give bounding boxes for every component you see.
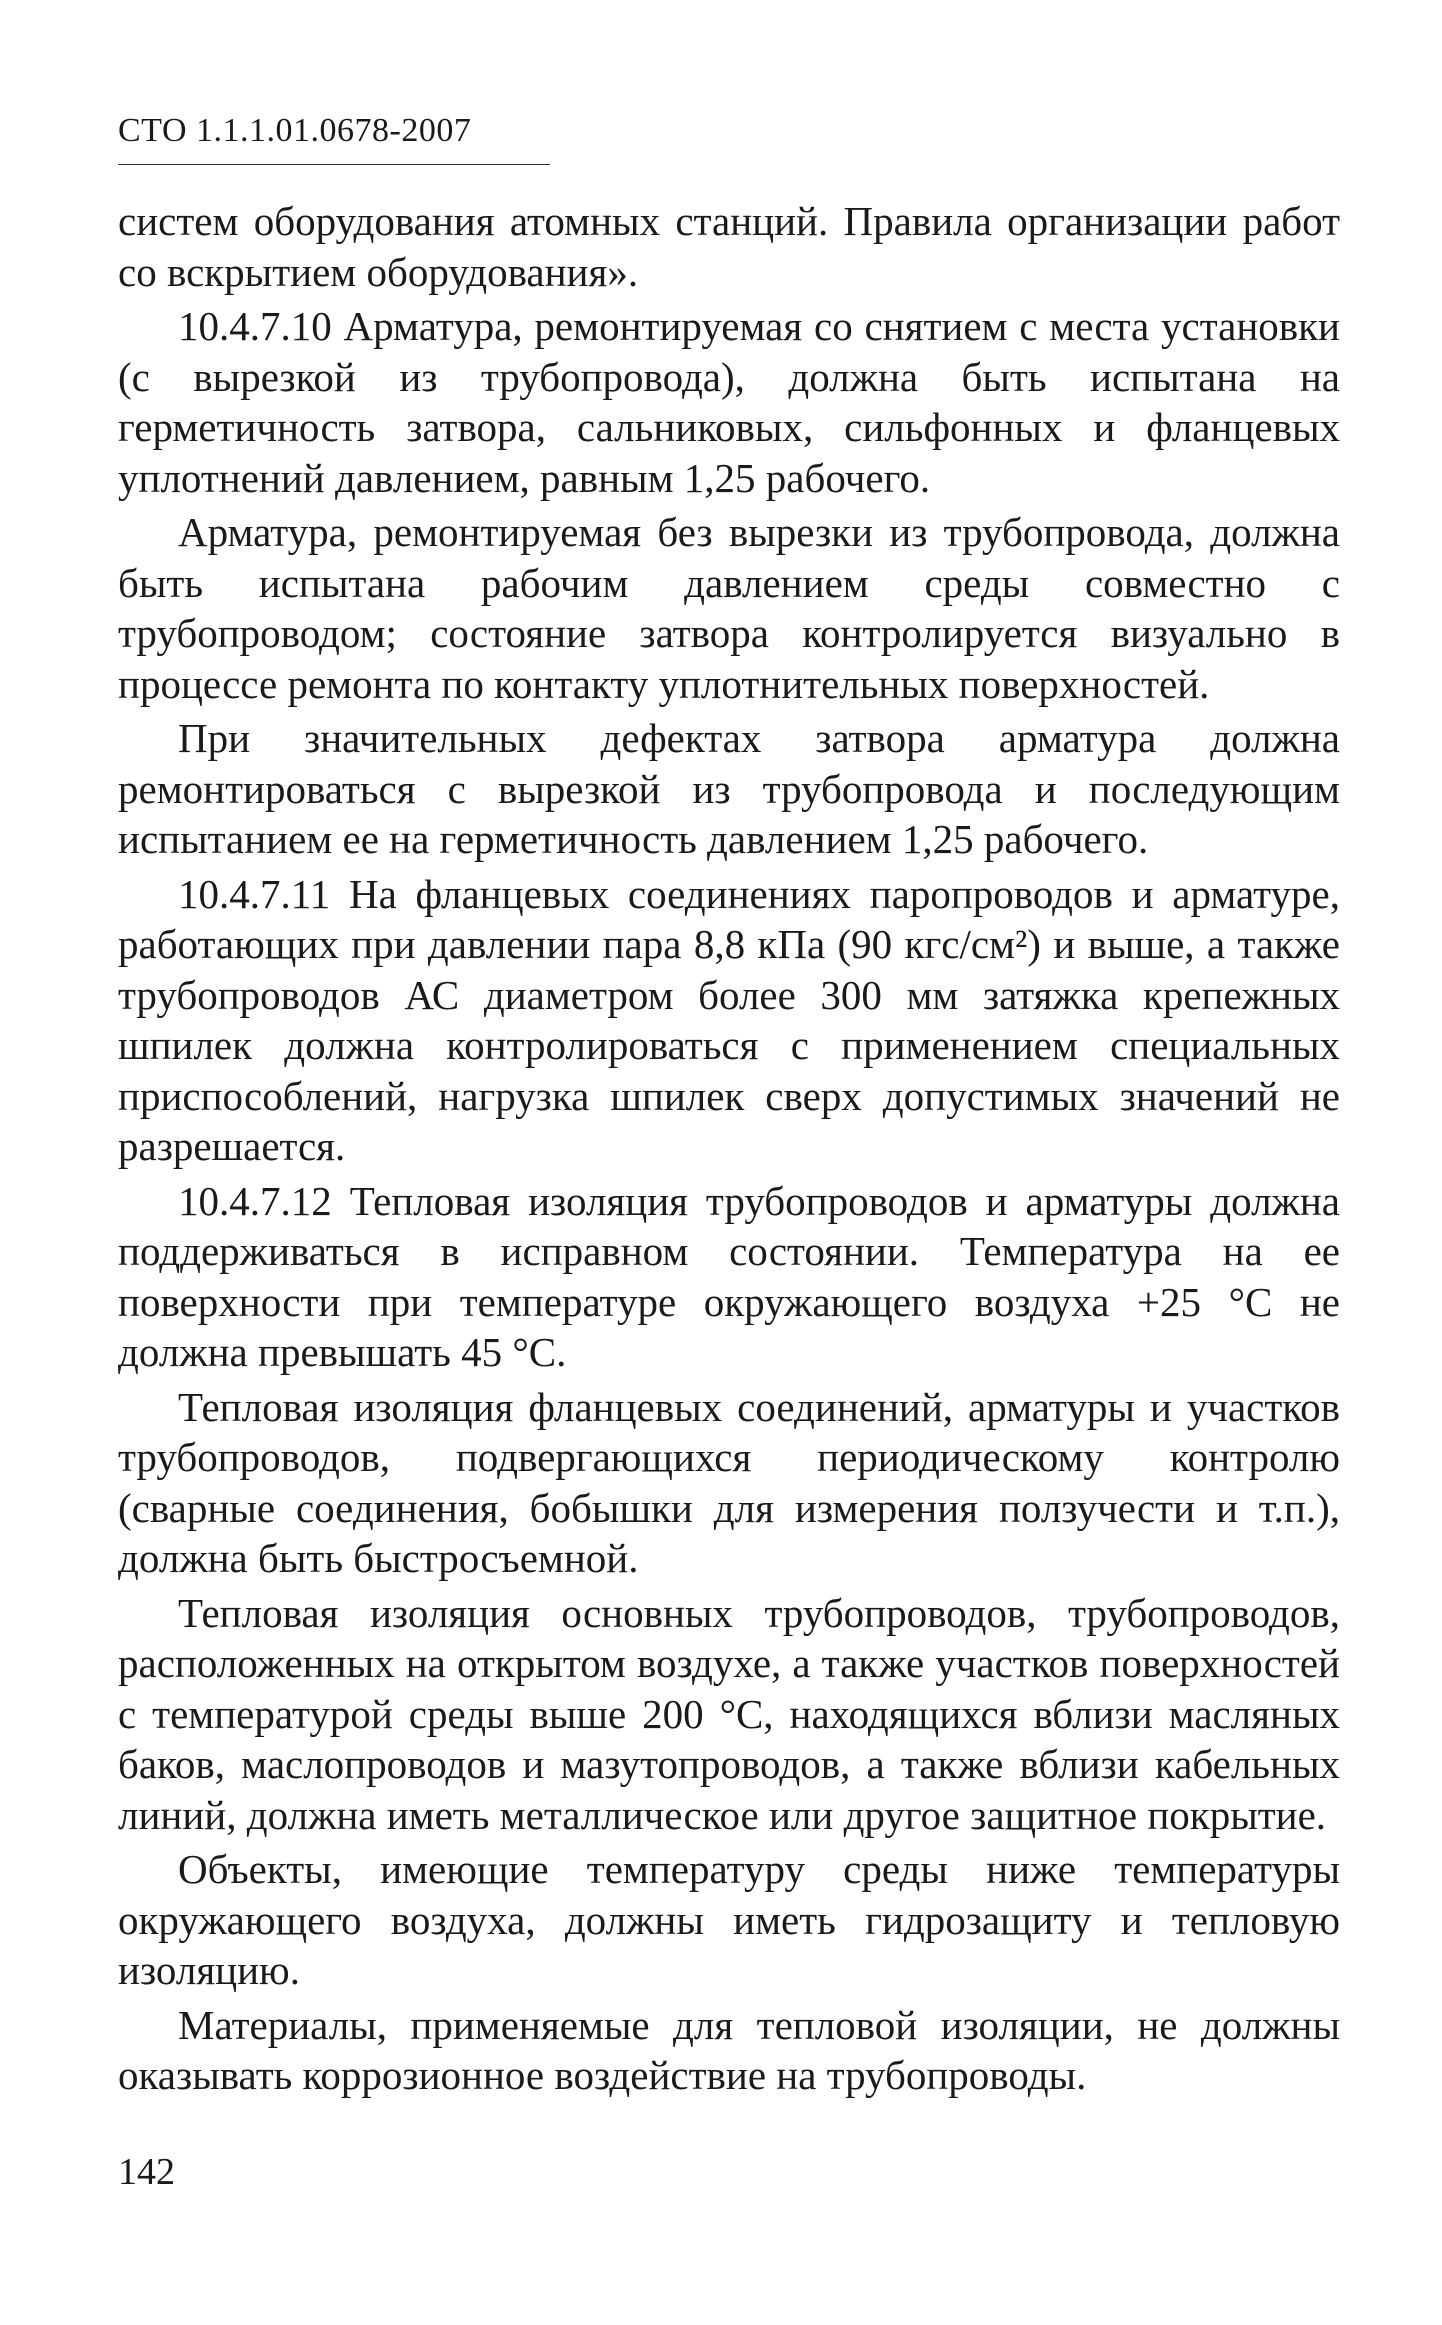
paragraph: При значительных дефектах затвора арматура должна ремонтироваться с вырезкой из трубопровода и последующим испытанием ее на герметичность давлением 1,25 рабочего.: [118, 715, 1340, 862]
paragraph: Тепловая изоляция фланцевых соединений, арматуры и участков трубопроводов, подвергающихся периодическому контролю (сварные соединения, бобышки для измерения ползучести и т.п.), должна быть быстросъемной.: [118, 1383, 1340, 1581]
paragraph-10-4-7-12: 10.4.7.12 Тепловая изоляция трубопроводов и арматуры должна поддерживаться в исправном состоянии. Температура на ее поверхности при температуре окружающего воздуха +25 °С не должна превышать 45 °С.: [118, 1177, 1340, 1375]
header-rule: [118, 164, 550, 165]
paragraph-10-4-7-10: 10.4.7.10 Арматура, ремонтируемая со снятием с места установки (с вырезкой из трубопровода), должна быть испытана на герметичность затвора, сальниковых, сильфонных и фланцевых уплотнений давлением, равным 1,25 рабочего.: [118, 303, 1340, 501]
paragraph-continuation: систем оборудования атомных станций. Правила организации работ со вскрытием оборудования».: [118, 198, 1340, 295]
paragraph: Тепловая изоляция основных трубопроводов, трубопроводов, расположенных на открытом воздухе, а также участков поверхностей с температурой среды выше 200 °С, находящихся вблизи масляных баков, маслопроводов и мазутопроводов, а также вблизи кабельных линий, должна иметь металлическое или другое защитное покрытие.: [118, 1589, 1340, 1838]
body-text: [118, 196, 1340, 2105]
paragraph: Материалы, применяемые для тепловой изоляции, не должны оказывать коррозионное воздействие на трубопроводы.: [118, 2001, 1340, 2098]
paragraph-10-4-7-11: 10.4.7.11 На фланцевых соединениях паропроводов и арматуре, работающих при давлении пара 8,8 кПа (90 кгс/см²) и выше, а также трубопроводов АС диаметром более 300 мм затяжка крепежных шпилек должна контролироваться с применением специальных приспособлений, нагрузка шпилек сверх допустимых значений не разрешается.: [118, 870, 1340, 1169]
running-header: СТО 1.1.1.01.0678-2007: [118, 112, 472, 149]
paragraph: Арматура, ремонтируемая без вырезки из трубопровода, должна быть испытана рабочим давлением среды совместно с трубопроводом; состояние затвора контролируется визуально в процессе ремонта по контакту уплотнительных поверхностей.: [118, 509, 1340, 707]
page-number: 142: [118, 2151, 175, 2193]
paragraph: Объекты, имеющие температуру среды ниже температуры окружающего воздуха, должны иметь гидрозащиту и тепловую изоляцию.: [118, 1846, 1340, 1993]
